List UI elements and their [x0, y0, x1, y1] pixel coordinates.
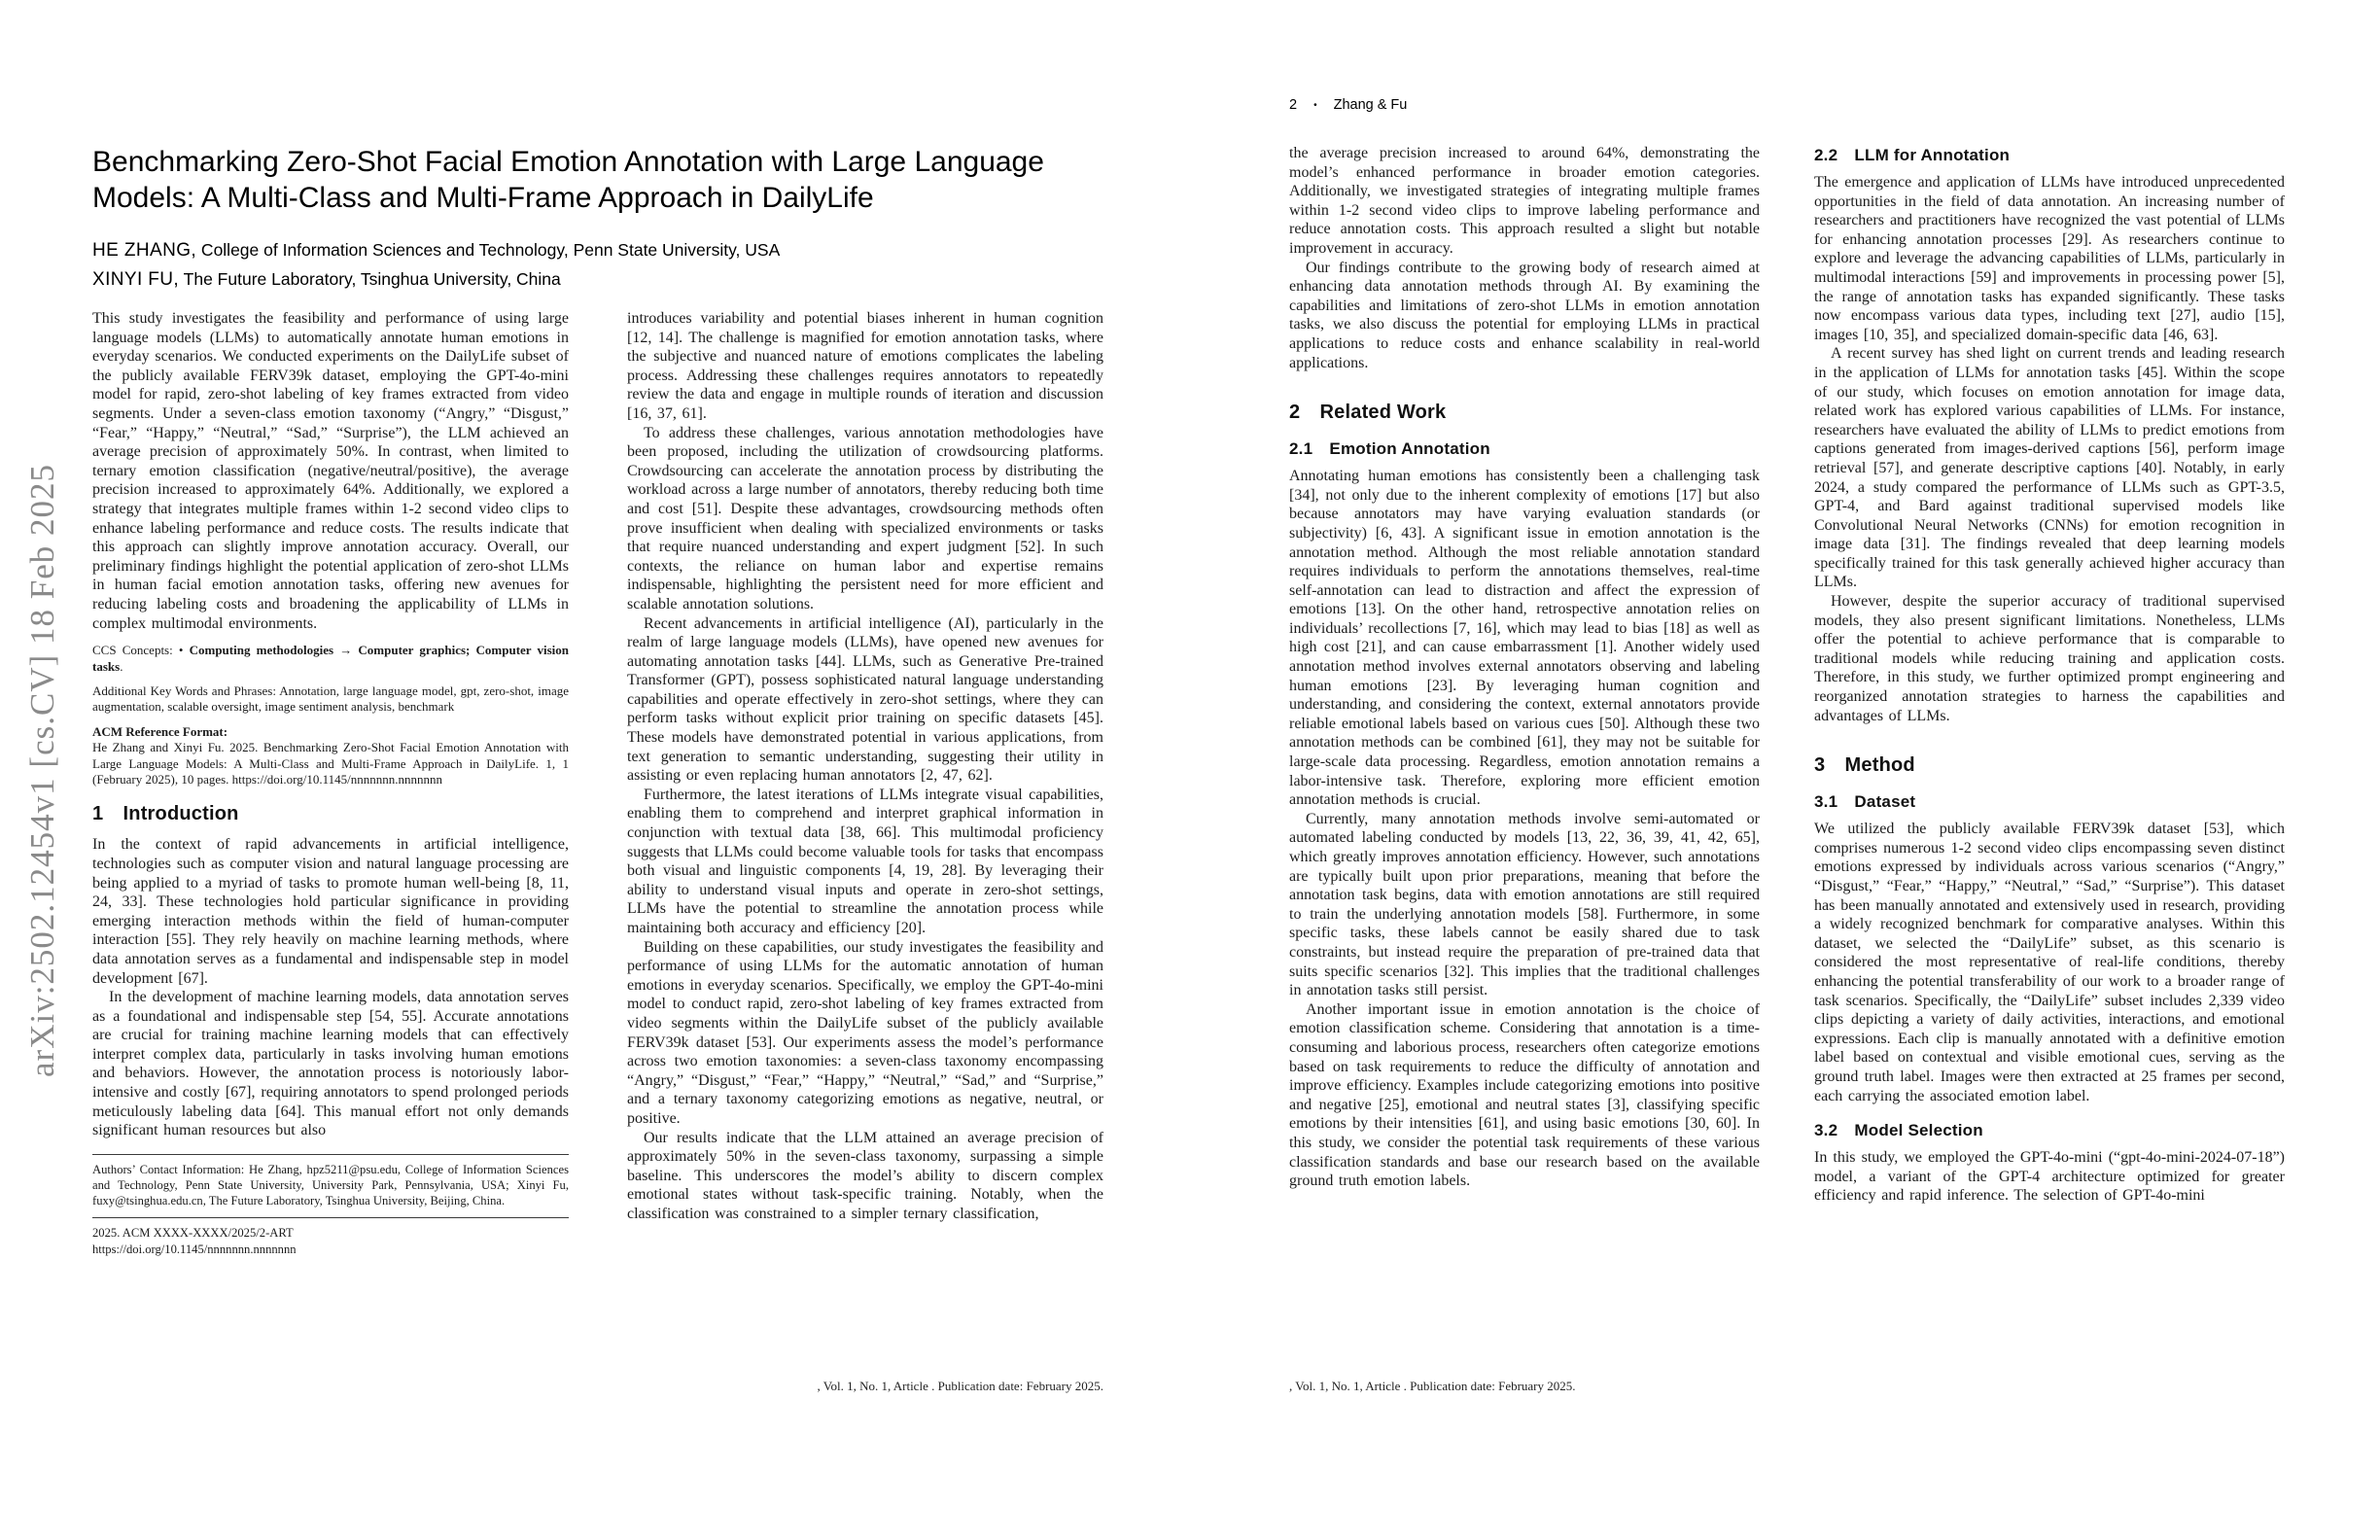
paragraph: A recent survey has shed light on current trends and leading research in the application of LLMs for annotation tasks [45]. Within the scope of our study, which focuses on emotion annotation for image data, related work has explored various capabilities of LLMs. For instance, researchers have evaluated the ability of LLMs to predict emotions from captions generated from images-derived captions [56], perform image retrieval [57], and generate descriptive captions [40]. Notably, in early 2024, a study compared the performance of LLMs such as GPT-3.5, GPT-4, and Bard against traditional supervised models like Convolutional Neural Networks (CNNs) for emotion recognition in image data [31]. The findings revealed that deep learning models specifically trained for this task generally achieved higher accuracy than LLMs.: [1814, 345, 2285, 591]
paragraph: Annotating human emotions has consistently been a challenging task [34], not only due to the inherent complexity of emotions [17] but also because annotators may have varying evaluation standards (or subjectivity) [6, 43]. A significant issue in emotion annotation is the annotation method. Although the most reliable annotation standard requires individuals to perform the annotations themselves, real-time self-annotation can lead to distraction and affect the expression of emotions [13]. On the other hand, retrospective annotation relies on individuals’ recollections [7, 16], which may lead to bias [18] as well as high cost [21], and can cause embarrassment [1]. Another widely used annotation method involves external annotators observing and labeling human emotions [23]. By leveraging human cognition and understanding, and considering the context, external annotators provide reliable emotional labels based on various cues [50]. Although these two annotation methods can be combined [61], they may not be suitable for large-scale data processing. Regardless, emotion annotation remains a labor-intensive task. Therefore, exploring more efficient emotion annotation methods is crucial.: [1289, 468, 1760, 809]
paragraph: In this study, we employed the GPT-4o-mini (“gpt-4o-mini-2024-07-18”) model, a variant of the GPT-4 architecture optimized for greater efficiency and rapid inference. The selection of GPT-4o-mini: [1814, 1149, 2285, 1205]
ccs-prefix: CCS Concepts: •: [92, 643, 190, 658]
page2-running-header: [1289, 97, 1760, 113]
paragraph: Another important issue in emotion annotation is the choice of emotion classification scheme. Considering that annotation is a time-consuming and laborious process, researchers often categorize emotions based on task requirements to reduce the difficulty of annotation and improve efficiency. Examples include categorizing emotions into positive and negative [25], emotional and neutral states [3], classifying specific emotions by their intensities [61], and using basic emotions [30, 60]. In this study, we consider the potential task requirements of these various classification standards and base our research based on the available ground truth emotion labels.: [1289, 1000, 1760, 1190]
page2-left-column: [1289, 144, 1760, 1191]
paragraph: introduces variability and potential biases inherent in human cognition [12, 14]. The challenge is magnified for emotion annotation tasks, where the subjective and nuanced nature of emotions complicates the labeling process. Addressing these challenges requires annotators to repeatedly review the data and engage in multiple rounds of iteration and discussion [16, 37, 61].: [627, 310, 1103, 422]
paragraph: the average precision increased to around 64%, demonstrating the model’s enhanced performance in broader emotion categories. Additionally, we investigated strategies of integrating multiple frames within 1-2 second video clips to improve labeling performance and reduce annotation costs. This approach resulted a slight but notable improvement in accuracy.: [1289, 145, 1760, 257]
page1-left-column: [92, 309, 569, 1257]
ccs-arrow: →: [333, 643, 359, 658]
author-name-2: XINYI FU,: [92, 269, 180, 290]
paragraph: However, despite the superior accuracy of traditional supervised models, they also present significant limitations. Nonetheless, LLMs offer the potential to achieve performance that is comparable to traditional models while reducing training and application costs. Therefore, in this study, we further optimized prompt engineering and reorganized annotation strategies to harness the capabilities and advantages of LLMs.: [1814, 593, 2285, 724]
section-heading-method: 3 Method: [1814, 754, 1915, 777]
paragraph: Currently, many annotation methods involve semi-automated or automated labeling conducted by models [13, 22, 36, 39, 41, 42, 65], which greatly improves annotation efficiency. However, such annotations are typically built upon prior preparations, meaning that before the annotation task begins, data with emotion annotations are still required to train the underlying annotation models [58]. Furthermore, in some specific tasks, these labels cannot be easily shared due to task constraints, but instead require the preparation of pre-trained data that suits specific scenarios [32]. This implies that the traditional challenges in annotation tasks still persist.: [1289, 810, 1760, 999]
author-name-1: HE ZHANG,: [92, 240, 197, 261]
arxiv-watermark: arXiv:2502.12454v1 [cs.CV] 18 Feb 2025: [23, 463, 61, 1077]
page2-right-column: [1814, 144, 2285, 1206]
paragraph: Our findings contribute to the growing body of research aimed at enhancing data annotation methods through AI. By examining the capabilities and limitations of zero-shot LLMs in emotion annotation tasks, we also discuss the potential for employing LLMs in practical applications to reduce costs and enhance scalability in real-world applications.: [1289, 259, 1760, 371]
page-number: 2: [1289, 97, 1298, 113]
doi-link[interactable]: https://doi.org/10.1145/nnnnnnn.nnnnnnn: [92, 1242, 297, 1256]
header-bullet-icon: •: [1313, 99, 1317, 111]
section-heading-related-work: 2 Related Work: [1289, 402, 1447, 424]
acm-reference: He Zhang and Xinyi Fu. 2025. Benchmarking Zero-Shot Facial Emotion Annotation with Large Language Models: A Multi-Class and Multi-Frame Approach in DailyLife. 1, 1 (February 2025), 10 pages. https://doi.org/10.1145/nnnnnnn.nnnnnnn: [92, 740, 569, 787]
ccs-concepts: [92, 643, 569, 675]
page2-footer: , Vol. 1, No. 1, Article . Publication date: February 2025.: [1289, 1379, 1576, 1393]
paragraph: Our results indicate that the LLM attained an average precision of approximately 50% in the seven-class taxonomy, surpassing a simple baseline. This underscores the model’s ability to discern complex emotional states without task-specific training. Notably, when the classification was constrained to a simpler ternary classification,: [627, 1129, 1103, 1222]
subsection-heading-llm-for-annotation: 2.2 LLM for Annotation: [1814, 146, 2011, 164]
author-block: [92, 236, 1123, 295]
ccs-concept-1: Computing methodologies: [189, 643, 334, 658]
author-line-2: [92, 265, 1123, 295]
author-affiliation-2: The Future Laboratory, Tsinghua University, China: [179, 269, 561, 289]
paragraph: Building on these capabilities, our study investigates the feasibility and performance of using LLMs for the automatic annotation of human emotions in everyday scenarios. Specifically, we employ the GPT-4o-mini model to conduct rapid, zero-shot labeling of key frames extracted from video segments within the DailyLife subset of the publicly available FERV39k dataset [53]. Our experiments assess the model’s performance across two emotion taxonomies: a seven-class taxonomy encompassing “Angry,” “Disgust,” “Fear,” “Happy,” “Neutral,” “Sad,” and “Surprise,” and a ternary taxonomy categorizing emotions as negative, neutral, or positive.: [627, 938, 1103, 1127]
page1-footer: , Vol. 1, No. 1, Article . Publication date: February 2025.: [817, 1379, 1103, 1393]
ccs-concept-2: Computer graphics; Computer vision tasks: [92, 643, 570, 674]
paragraph: To address these challenges, various annotation methodologies have been proposed, including the utilization of crowdsourcing platforms. Crowdsourcing can accelerate the annotation process by distributing the workload across a large number of annotators, thereby reducing both time and cost [51]. Despite these advantages, crowdsourcing methods often prove insufficient when dealing with specialized environments or tasks that require nuanced understanding and expert judgment [52]. In such contexts, the reliance on human labor and expertise remains indispensable, highlighting the persistent need for more efficient and scalable annotation solutions.: [627, 424, 1103, 612]
authors-contact-footnote: Authors’ Contact Information: He Zhang, hpz5211@psu.edu, College of Information Sciences and Technology, Penn State University, University Park, Pennsylvania, USA; Xinyi Fu, fuxy@tsinghua.edu.cn, The Future Laboratory, Tsinghua University, Beijing, China.: [92, 1162, 569, 1208]
acm-reference-label: ACM Reference Format:: [92, 723, 228, 739]
footnote-rule: [92, 1154, 569, 1155]
page1-right-column: [627, 309, 1103, 1224]
author-line-1: [92, 236, 1123, 265]
section-heading-introduction: 1 Introduction: [92, 803, 239, 825]
subsection-heading-dataset: 3.1 Dataset: [1814, 792, 1916, 812]
keywords: Additional Key Words and Phrases: Annotation, large language model, gpt, zero-shot, image augmentation, scalable oversight, image sentiment analysis, benchmark: [92, 682, 569, 715]
header-authors-short: Zhang & Fu: [1333, 97, 1408, 113]
paragraph: Recent advancements in artificial intelligence (AI), particularly in the realm of large language models (LLMs), have opened new avenues for automating annotation tasks [44]. LLMs, such as Generative Pre-trained Transformer (GPT), possess sophisticated natural language understanding capabilities and operate effectively in zero-shot settings, where they can perform tasks without explicit prior training on specific datasets [45]. These models have demonstrated potential in various applications, from text generation to semantic understanding, suggesting their utility in assisting or even replacing human annotators [2, 47, 62].: [627, 614, 1103, 785]
paragraph: The emergence and application of LLMs have introduced unprecedented opportunities in the field of data annotation. An increasing number of researchers and practitioners have recognized the vast potential of LLMs for enhancing annotation processes [29]. As researchers continue to explore and leverage the advancing capabilities of LLMs, particularly in multimodal interactions [59] and improvements in processing power [5], the range of annotation tasks has expanded significantly. These tasks now encompass various data types, including text [27], audio [15], images [10, 35], and specialized domain-specific data [46, 63].: [1814, 174, 2285, 343]
intro-paragraph-1: In the context of rapid advancements in artificial intelligence, technologies such as computer vision and natural language processing are being applied to a myriad of tasks to promote human well-being [8, 11, 24, 33]. These technologies hold particular significance in providing emerging interaction methods within the field of human-computer interaction [55]. They rely heavily on machine learning methods, where data annotation serves as a fundamental and indispensable step in model development [67].: [92, 836, 569, 987]
footnote-block: [92, 1154, 569, 1258]
intro-paragraph-2: In the development of machine learning models, data annotation serves as a foundational and indispensable step [54, 55]. Accurate annotations are crucial for training machine learning models that can effectively interpret complex data, particularly in tasks involving human emotions and behaviors. However, the annotation process is notoriously labor-intensive and costly [67], requiring annotators to spend prolonged periods meticulously labeling data [64]. This manual effort not only demands significant human resources but also: [92, 989, 569, 1139]
copyright-rule: [92, 1217, 569, 1218]
paper-title: Benchmarking Zero-Shot Facial Emotion Annotation with Large Language Models: A Multi-Class and Multi-Frame Approach in DailyLife: [92, 146, 1044, 214]
subsection-heading-emotion-annotation: 2.1 Emotion Annotation: [1289, 439, 1490, 459]
subsection-heading-model-selection: 3.2 Model Selection: [1814, 1121, 1983, 1140]
paragraph: Furthermore, the latest iterations of LLMs integrate visual capabilities, enabling them to comprehend and interpret graphical information in conjunction with textual data [38, 66]. This multimodal proficiency suggests that LLMs could become valuable tools for tasks that encompass both visual and linguistic components [4, 19, 28]. By leveraging their ability to understand visual inputs and operate in zero-shot settings, LLMs have the potential to streamline the annotation process while maintaining both accuracy and efficiency [20].: [627, 786, 1103, 936]
author-affiliation-1: College of Information Sciences and Technology, Penn State University, USA: [196, 240, 781, 260]
copyright-line: 2025. ACM XXXX-XXXX/2025/2-ART: [92, 1225, 294, 1240]
paragraph: We utilized the publicly available FERV39k dataset [53], which comprises numerous 1-2 second video clips encompassing seven distinct emotions expressed by individuals across various scenarios (“Angry,” “Disgust,” “Fear,” “Happy,” “Neutral,” “Sad,” “Surprise”). This dataset has been manually annotated and extensively used in research, providing a widely recognized benchmark for comparative analyses. Within this dataset, we selected the “DailyLife” subset, as this scenario is considered the most representative of real-life conditions, thereby enhancing the potential transferability of our work to a broader range of task scenarios. Specifically, the “DailyLife” subset includes 2,339 video clips depicting a variety of daily activities, interactions, and emotional expressions. Each clip is manually annotated with a definitive emotion label based on contextual and visible emotional cues, serving as the ground truth label. Images were then extracted at 25 frames per second, each carrying the associated emotion label.: [1814, 821, 2285, 1104]
abstract: This study investigates the feasibility and performance of using large language models (LLMs) to automatically annotate human emotions in everyday scenarios. We conducted experiments on the DailyLife subset of the publicly available FERV39k dataset, employing the GPT-4o-mini model for rapid, zero-shot labeling of key frames extracted from video segments. Under a seven-class emotion taxonomy (“Angry,” “Disgust,” “Fear,” “Happy,” “Neutral,” “Sad,” “Surprise”), the LLM achieved an average precision of approximately 50%. In contrast, when limited to ternary emotion classification (negative/neutral/positive), the average precision increased to approximately 64%. Additionally, we explored a strategy that integrates multiple frames within 1-2 second video clips to enhance labeling performance and reduce costs. The results indicate that this approach can slightly improve annotation accuracy. Overall, our preliminary findings highlight the potential application of zero-shot LLMs in human facial emotion annotation tasks, offering new avenues for reducing labeling costs and broadening the applicability of LLMs in complex multimodal environments.: [92, 310, 569, 632]
ccs-suffix: .: [120, 658, 123, 674]
